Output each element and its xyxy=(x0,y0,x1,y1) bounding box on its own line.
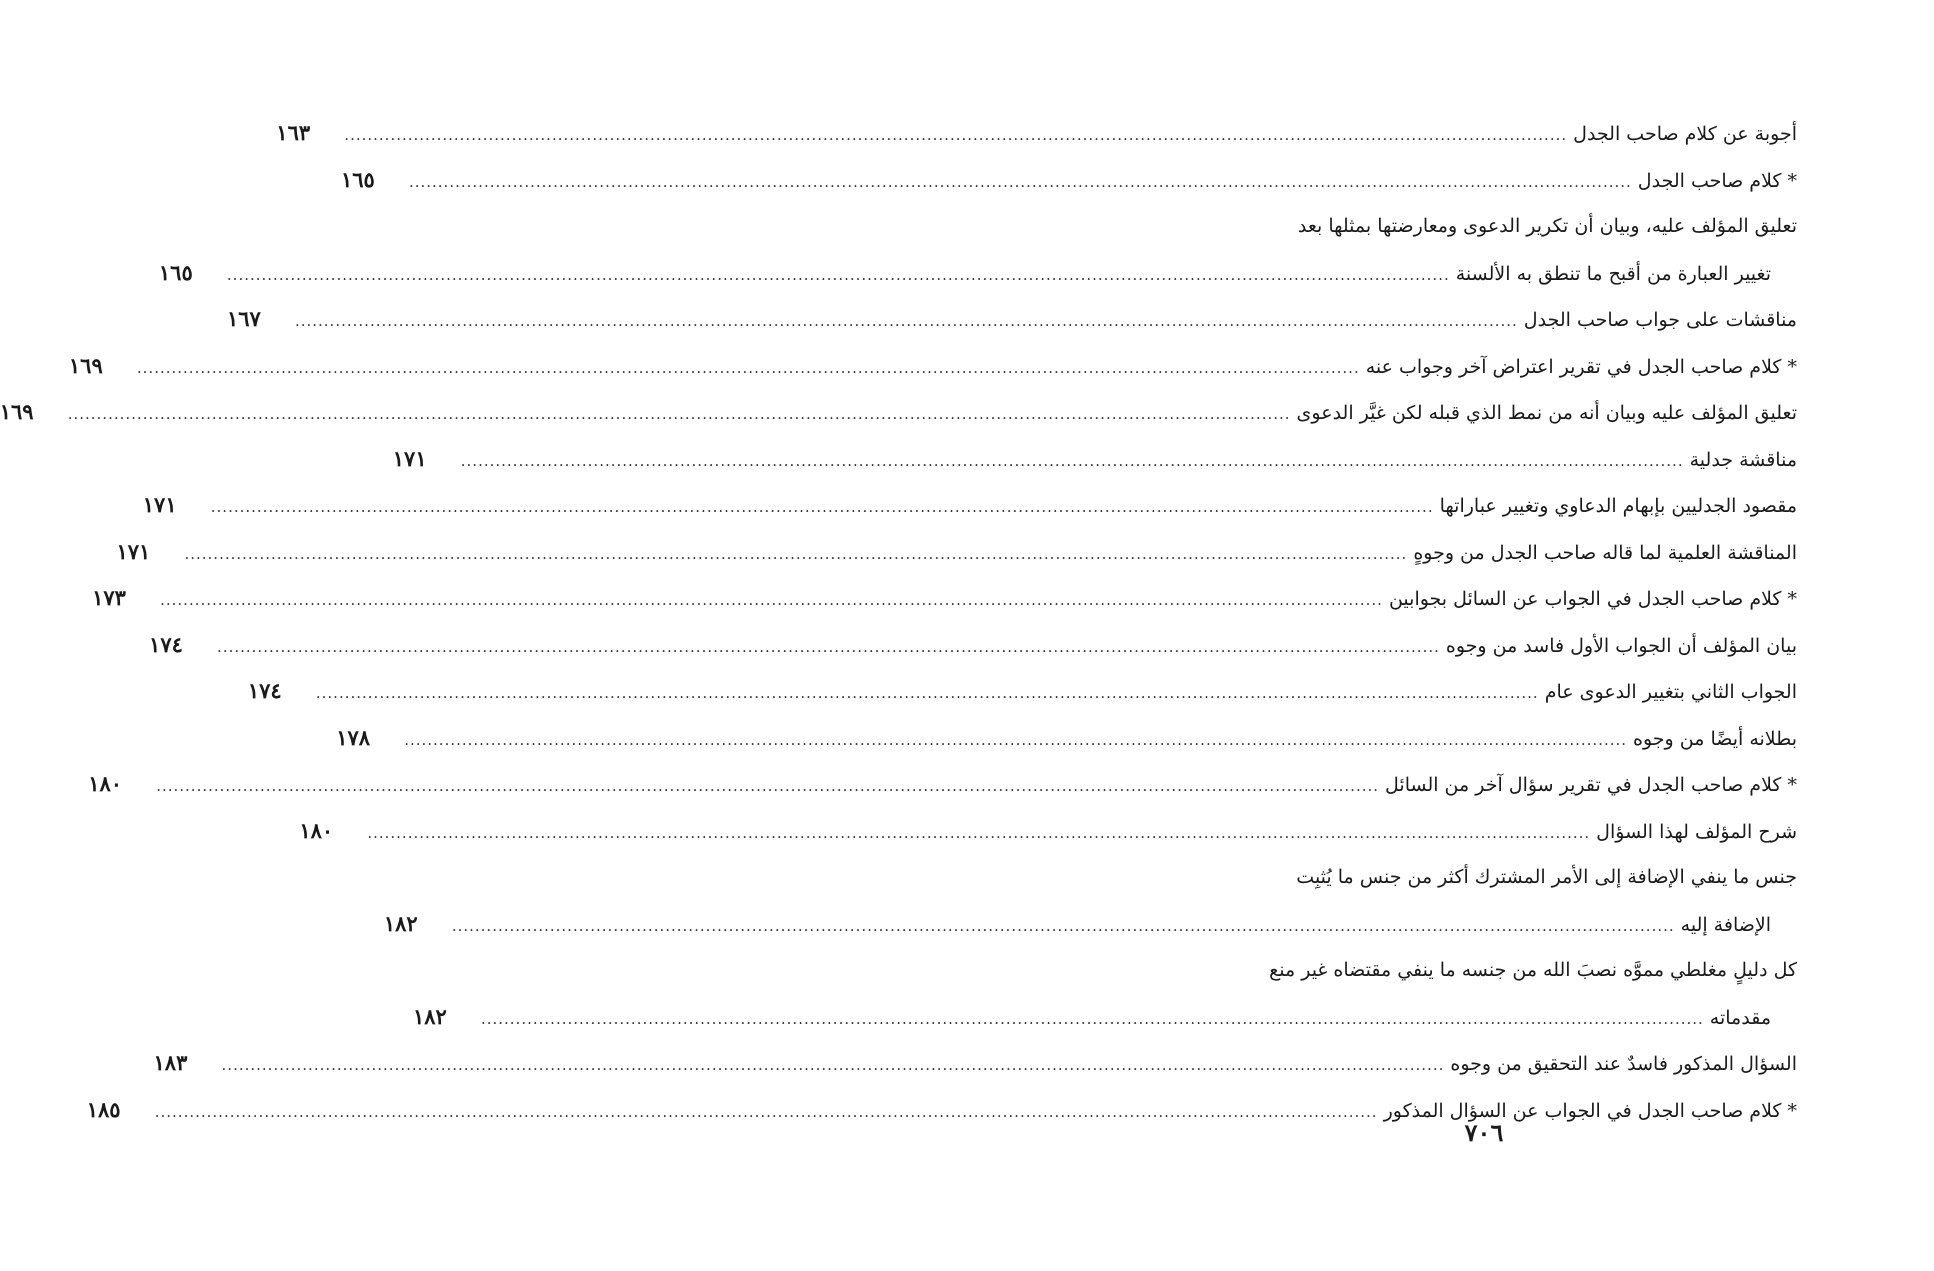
toc-entry-page: ١٨٢ xyxy=(412,1003,447,1029)
dot-leader xyxy=(289,298,1524,345)
toc-entry-page: ١٧١ xyxy=(116,538,151,564)
dot-leader xyxy=(475,996,1710,1043)
dot-leader xyxy=(403,159,1638,206)
toc-entry-title: مناقشات على جواب صاحب الجدل xyxy=(1523,309,1797,331)
dot-leader xyxy=(205,484,1440,531)
dot-leader xyxy=(62,391,1297,438)
toc-entry xyxy=(383,901,1797,948)
toc-entry xyxy=(336,715,1797,762)
toc-entry-page: ١٦٩ xyxy=(0,399,34,424)
toc-entry-page: ١٨٣ xyxy=(153,1050,188,1075)
dot-leader xyxy=(338,112,1573,159)
toc-entry xyxy=(392,436,1797,483)
toc-entry-title: * كلام صاحب الجدل xyxy=(1637,169,1797,192)
toc-entry-page: ١٧٤ xyxy=(149,631,183,657)
toc-entry-page: ١٦٩ xyxy=(68,352,103,378)
toc-entry xyxy=(68,343,1797,390)
toc-entry-title: أجوبة عن كلام صاحب الجدل xyxy=(1573,123,1797,145)
toc-entry-page: ١٧٤ xyxy=(247,678,282,703)
dot-leader xyxy=(446,903,1681,950)
toc-entry-page: ١٨٥ xyxy=(86,1096,121,1122)
toc-entry-page: ١٨٠ xyxy=(88,771,123,796)
toc-entry-first-line xyxy=(1169,203,1797,250)
toc-entry-title: * كلام صاحب الجدل في تقرير سؤال آخر من السائل xyxy=(1385,774,1797,796)
toc-entry-title: تعليق المؤلف عليه وبيان أنه من نمط الذي قبله لكن غيَّر الدعوى xyxy=(1296,402,1797,424)
dot-leader xyxy=(150,763,1385,810)
toc-entry-title: مناقشة جدلية xyxy=(1689,448,1797,471)
dot-leader xyxy=(221,252,1456,299)
toc-entry-title: * كلام صاحب الجدل في الجواب عن السائل بجوابين xyxy=(1388,588,1797,610)
toc-entry xyxy=(92,575,1797,622)
toc-entry-page: ١٧١ xyxy=(142,492,177,517)
dot-leader xyxy=(211,624,1446,671)
dot-leader xyxy=(178,531,1413,578)
toc-entry xyxy=(158,250,1797,297)
page-number: ٧٠٦ xyxy=(1464,1118,1504,1147)
toc-entry xyxy=(88,761,1797,808)
dot-leader xyxy=(398,717,1633,764)
toc-entry-first-line xyxy=(1169,947,1797,994)
dot-leader xyxy=(131,345,1366,392)
table-of-contents xyxy=(0,110,1797,1133)
toc-entry-page: ١٦٣ xyxy=(276,120,311,145)
toc-entry-title: * كلام صاحب الجدل في تقرير اعتراض آخر وجواب عنه xyxy=(1365,355,1797,378)
toc-entry-page: ١٦٥ xyxy=(158,259,193,285)
dot-leader xyxy=(154,577,1389,624)
toc-entry-title: * كلام صاحب الجدل في الجواب عن السؤال المذكور xyxy=(1383,1099,1797,1122)
toc-entry xyxy=(412,994,1797,1041)
toc-entry xyxy=(149,622,1797,669)
toc-entry-title: مقصود الجدليين بإبهام الدعاوي وتغيير عباراتها xyxy=(1439,495,1797,517)
toc-entry xyxy=(340,157,1797,204)
toc-entry-title: الإضافة إليه xyxy=(1680,913,1771,936)
toc-entry xyxy=(142,482,1797,529)
toc-entry xyxy=(299,808,1797,855)
toc-entry-page: ١٦٥ xyxy=(340,166,375,192)
toc-entry-title: السؤال المذكور فاسدٌ عند التحقيق من وجوه xyxy=(1450,1053,1797,1075)
toc-entry-title: المناقشة العلمية لما قاله صاحب الجدل من وجوهٍ xyxy=(1413,541,1797,564)
toc-entry-title: تغيير العبارة من أقبح ما تنطق به الألسنة xyxy=(1455,262,1771,285)
toc-entry xyxy=(116,529,1797,576)
toc-entry-page: ١٨٠ xyxy=(299,817,334,843)
dot-leader xyxy=(216,1042,1451,1089)
toc-entry-page: ١٦٧ xyxy=(226,306,261,331)
toc-entry-title: بطلانه أيضًا من وجوه xyxy=(1633,727,1797,750)
toc-entry xyxy=(226,296,1797,343)
toc-entry-first-line xyxy=(1169,854,1797,901)
toc-entry-page: ١٧١ xyxy=(392,445,427,471)
toc-entry xyxy=(0,389,1797,436)
toc-entry-title: مقدماته xyxy=(1709,1006,1771,1029)
toc-entry xyxy=(153,1040,1797,1087)
toc-entry-title: جنس ما ينفي الإضافة إلى الأمر المشترك أكثر من جنس ما يُثبِت xyxy=(1296,866,1797,888)
toc-entry xyxy=(247,668,1797,715)
toc-entry-title: تعليق المؤلف عليه، وبيان أن تكرير الدعوى ومعارضتها بمثلها بعد xyxy=(1297,215,1797,237)
dot-leader xyxy=(361,810,1596,857)
dot-leader xyxy=(455,438,1690,485)
toc-entry-title: بيان المؤلف أن الجواب الأول فاسد من وجوه xyxy=(1445,634,1797,657)
dot-leader xyxy=(310,670,1545,717)
toc-entry-title: شرح المؤلف لهذا السؤال xyxy=(1596,820,1797,843)
toc-entry xyxy=(276,110,1797,157)
toc-entry-title: الجواب الثاني بتغيير الدعوى عام xyxy=(1544,681,1797,703)
toc-entry-title: كل دليلٍ مغلطي مموَّه نصبَ الله من جنسه ما ينفي مقتضاه غير منع xyxy=(1269,959,1797,981)
toc-entry-page: ١٧٣ xyxy=(92,585,126,610)
toc-entry-page: ١٧٨ xyxy=(336,724,371,750)
toc-entry-page: ١٨٢ xyxy=(383,910,418,936)
